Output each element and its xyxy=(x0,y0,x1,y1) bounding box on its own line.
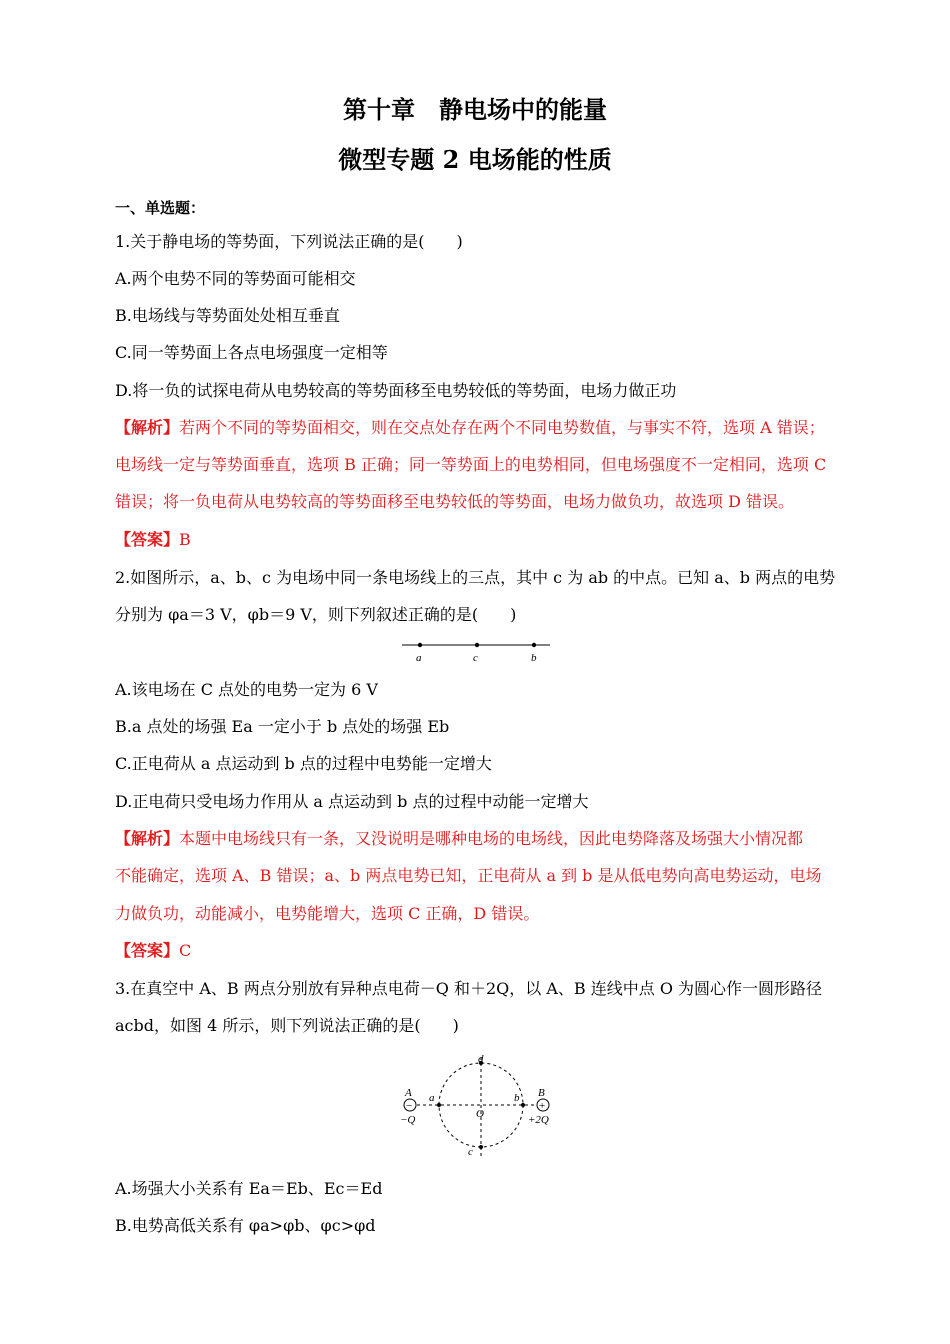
center-o-label: O xyxy=(476,1108,484,1120)
q1-analysis-line-3: 错误；将一负电荷从电势较高的等势面移至电势较低的等势面，电场力做负功，故选项 D 错误。 xyxy=(115,492,795,511)
point-b-dot xyxy=(521,1103,525,1107)
point-c-label: c xyxy=(468,1146,473,1158)
q1-analysis-tag: 【解析】 xyxy=(115,418,180,437)
point-a-label: a xyxy=(429,1092,435,1104)
q2-analysis-line-3: 力做负功，动能减小，电势能增大，选项 C 正确，D 错误。 xyxy=(115,904,540,923)
q1-answer-tag: 【答案】 xyxy=(115,530,180,549)
q2-answer xyxy=(115,939,845,963)
minus-sign: − xyxy=(406,1100,413,1112)
q1-option-a: A.两个电势不同的等势面可能相交 xyxy=(115,269,356,288)
section-heading: 一、单选题： xyxy=(115,199,206,217)
q2-option-c: C.正电荷从 a 点运动到 b 点的过程中电势能一定增大 xyxy=(115,754,492,773)
point-c-label: c xyxy=(473,652,478,664)
q1-answer-value: B xyxy=(179,530,191,549)
q3-stem-line-1: 3.在真空中 A、B 两点分别放有异种点电荷－Q 和＋2Q，以 A、B 连线中点 O 为圆心作一圆形路径 xyxy=(115,979,823,998)
q1-analysis-line-2: 电场线一定与等势面垂直，选项 B 正确；同一等势面上的电势相同，但电场强度不一定相同，选项 C xyxy=(115,455,827,474)
chapter-title: 第十章 静电场中的能量 xyxy=(343,95,607,124)
point-A-label: A xyxy=(405,1087,412,1099)
q3-circle-path-figure xyxy=(396,1052,556,1164)
plus-sign: + xyxy=(539,1100,546,1112)
q1-option-b: B.电场线与等势面处处相互垂直 xyxy=(115,306,340,325)
q2-stem-line-2: 分别为 φa＝3 V，φb＝9 V，则下列叙述正确的是( ) xyxy=(115,605,517,624)
q2-analysis-tag: 【解析】 xyxy=(115,829,180,848)
point-a-dot xyxy=(437,1103,441,1107)
point-b-label: b xyxy=(514,1092,520,1104)
point-c-dot xyxy=(479,1145,483,1149)
topic-title: 微型专题 2 电场能的性质 xyxy=(338,145,612,174)
q3-stem-line-2: acbd，如图 4 所示，则下列说法正确的是( ) xyxy=(115,1016,459,1035)
q1-analysis-line-1: 【解析】若两个不同的等势面相交，则在交点处存在两个不同电势数值，与事实不符，选项 A 错误； xyxy=(115,418,825,437)
point-d-label: d xyxy=(478,1053,484,1065)
point-a-label: a xyxy=(416,652,422,664)
q2-stem-line-1: 2.如图所示，a、b、c 为电场中同一条电场线上的三点，其中 c 为 ab 的中点。已知 a、b 两点的电势 xyxy=(115,568,836,587)
q3-option-b: B.电势高低关系有 φa>φb、φc>φd xyxy=(115,1216,376,1235)
q2-answer-tag: 【答案】 xyxy=(115,941,180,960)
q2-option-a: A.该电场在 C 点处的电势一定为 6 V xyxy=(115,680,378,699)
point-b-label: b xyxy=(531,652,537,664)
q2-answer-value: C xyxy=(179,941,192,960)
point-a-dot xyxy=(418,643,422,647)
q1-stem: 1.关于静电场的等势面，下列说法正确的是( ) xyxy=(115,232,463,251)
q2-analysis-line-1: 【解析】本题中电场线只有一条，又没说明是哪种电场的电场线，因此电势降落及场强大小情况都 xyxy=(115,829,804,848)
q2-analysis-line-2: 不能确定，选项 A、B 错误；a、b 两点电势已知，正电荷从 a 到 b 是从低电势向高电势运动，电场 xyxy=(115,866,822,885)
q2-option-b: B.a 点处的场强 Ea 一定小于 b 点处的场强 Eb xyxy=(115,717,450,736)
q1-answer xyxy=(115,528,845,552)
q3-option-a: A.场强大小关系有 Ea＝Eb、Ec＝Ed xyxy=(115,1179,383,1198)
point-b-dot xyxy=(532,643,536,647)
charge-minus-q-label: −Q xyxy=(400,1114,416,1126)
q2-option-d: D.正电荷只受电场力作用从 a 点运动到 b 点的过程中动能一定增大 xyxy=(115,792,589,811)
q2-field-line-figure xyxy=(400,635,552,667)
q1-option-c: C.同一等势面上各点电场强度一定相等 xyxy=(115,343,388,362)
point-B-label: B xyxy=(538,1087,545,1099)
charge-plus-2q-label: +2Q xyxy=(528,1114,549,1126)
q1-option-d: D.将一负的试探电荷从电势较高的等势面移至电势较低的等势面，电场力做正功 xyxy=(115,381,677,400)
point-c-dot xyxy=(475,643,479,647)
